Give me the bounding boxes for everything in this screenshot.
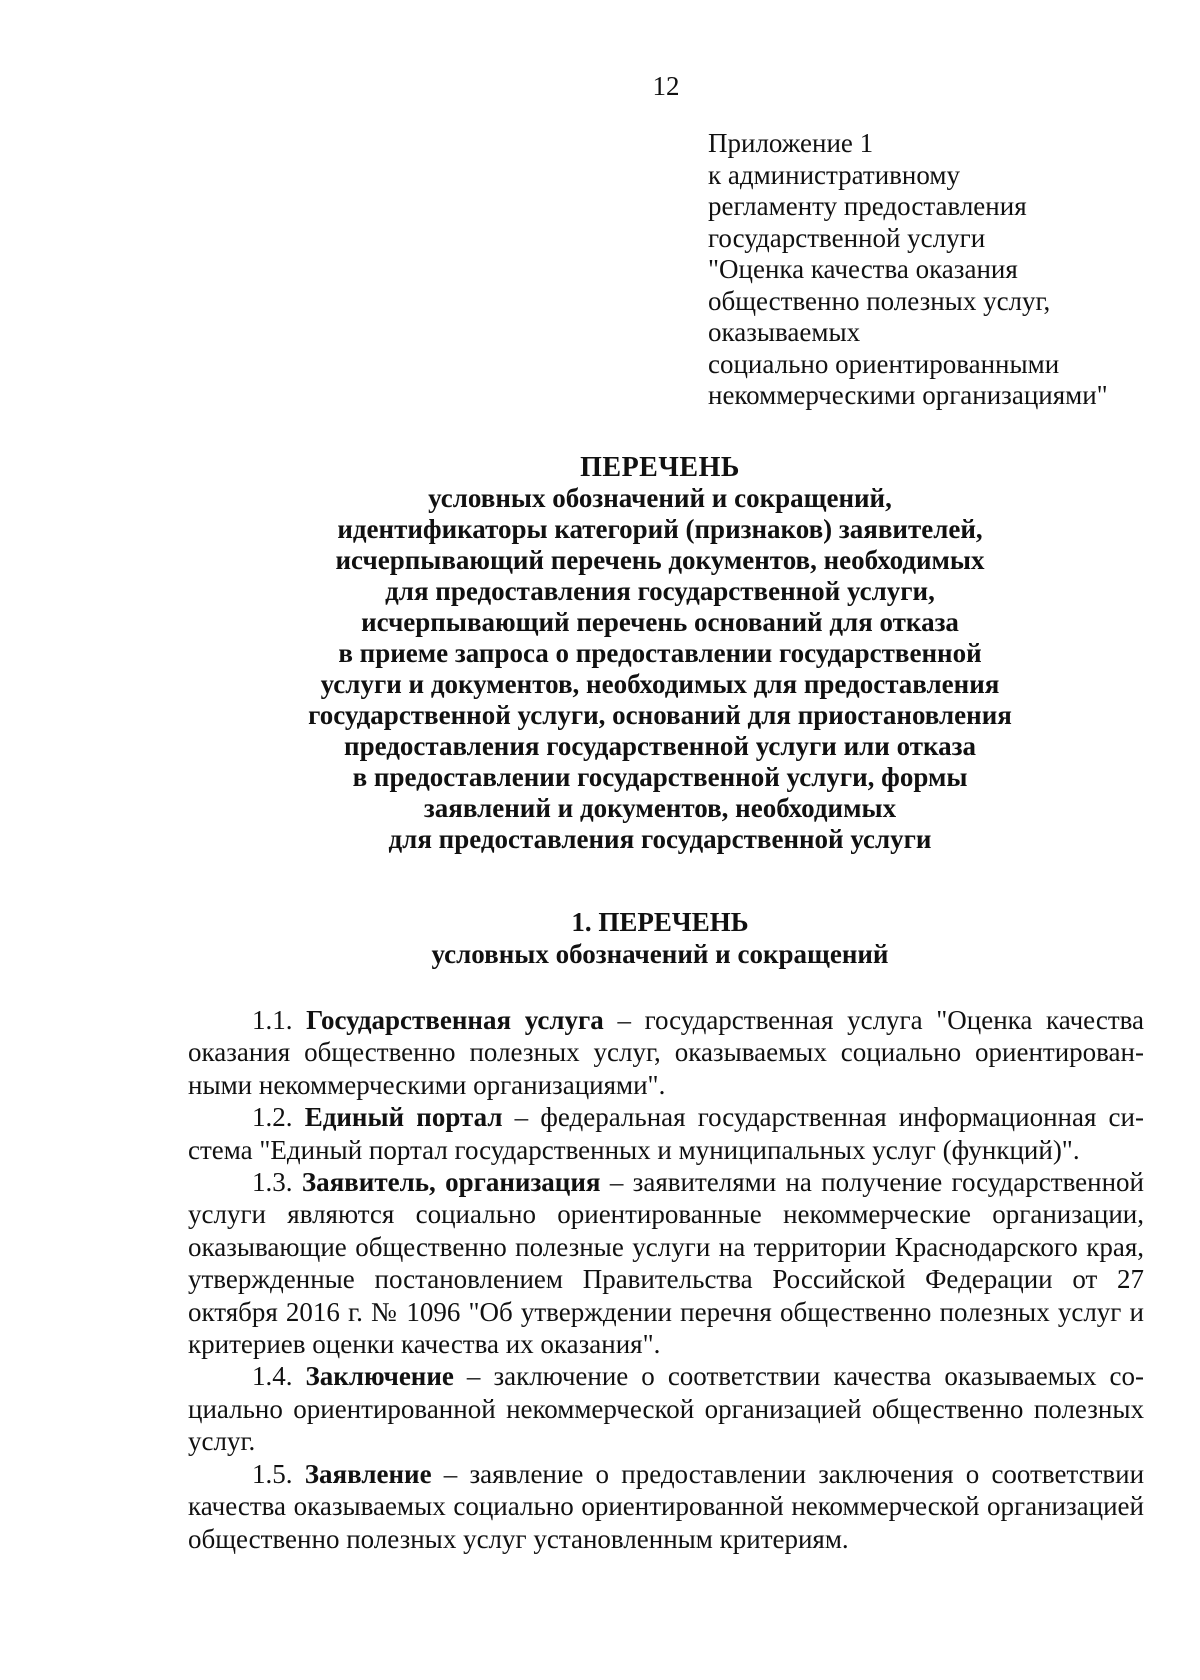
definition-item	[188, 1004, 1144, 1101]
item-text: – государственная услуга "Оценка качества оказания общественно полезных услуг, оказываемых социально ориентированными некоммерческими организациями".	[188, 1005, 1144, 1100]
main-title-heading: ПЕРЕЧЕНЬ	[580, 452, 740, 483]
item-number: 1.2.	[252, 1102, 293, 1133]
main-title-line: идентификаторы категорий (признаков) заявителей,	[337, 514, 983, 544]
main-title-line: исчерпывающий перечень документов, необходимых	[335, 545, 985, 575]
item-text: – заявителями на получение государственной услуги являются социально ориентированные некоммерческие организации, оказывающие общественно полезные услуги на территории Краснодарского края, утвержденные постановлением Правительства Российской Федерации от 27 октября 2016 г. № 1096 "Об утверждении перечня общественно полезных услуг и критериев оценки качества их оказания".	[188, 1167, 1144, 1360]
item-text: – заявление о предоставлении заключения о соответствии качества оказываемых социально ориентированной некоммерческой организацией общественно полезных услуг установленным критериям.	[188, 1458, 1145, 1554]
item-number: 1.5.	[252, 1458, 293, 1489]
definitions-list	[188, 1004, 1144, 1555]
main-title-line: для предоставления государственной услуги	[388, 824, 932, 854]
definition-item	[188, 1101, 1144, 1166]
item-term: Заявитель, организация	[301, 1167, 601, 1198]
page-number: 12	[652, 71, 680, 101]
appendix-line: общественно полезных услуг,	[708, 285, 1051, 316]
item-number: 1.4.	[252, 1361, 293, 1392]
definition-item	[188, 1166, 1144, 1360]
appendix-line: "Оценка качества оказания	[708, 254, 1018, 284]
main-title-line: предоставления государственной услуги или отказа	[344, 731, 976, 761]
main-title	[180, 452, 1140, 855]
main-title-line: исчерпывающий перечень оснований для отказа	[361, 607, 959, 637]
main-title-line: в приеме запроса о предоставлении государственной	[338, 638, 982, 668]
item-term: Государственная услуга	[306, 1005, 604, 1035]
item-term: Заявление	[304, 1458, 432, 1489]
item-text: – заключение о соответствии качества оказываемых социально ориентированной некоммерческой организацией общественно полезных услуг.	[188, 1361, 1145, 1457]
appendix-line: оказываемых	[708, 317, 861, 347]
item-term: Единый портал	[304, 1102, 503, 1133]
appendix-line: социально ориентированными	[708, 348, 1060, 379]
appendix-line: Приложение 1	[708, 128, 874, 158]
appendix-line: некоммерческими организациями"	[708, 380, 1108, 410]
appendix-line: государственной услуги	[708, 222, 986, 253]
main-title-line: в предоставлении государственной услуги, формы	[352, 762, 968, 792]
appendix-line: к административному	[708, 159, 960, 190]
main-title-line: условных обозначений и сокращений,	[428, 483, 892, 513]
item-term: Заключение	[305, 1361, 454, 1392]
section-heading: 1. ПЕРЕЧЕНЬ	[571, 907, 749, 937]
item-text: – федеральная государственная информационная система "Единый портал государственных и муниципальных услуг (функций)".	[188, 1102, 1144, 1165]
section-subheading: условных обозначений и сокращений	[431, 939, 889, 969]
item-number: 1.3.	[252, 1167, 293, 1198]
main-title-line: заявлений и документов, необходимых	[423, 793, 897, 823]
appendix-line: регламенту предоставления	[708, 191, 1027, 221]
definition-item	[188, 1360, 1144, 1457]
main-title-line: услуги и документов, необходимых для предоставления	[320, 669, 1000, 699]
item-number: 1.1.	[252, 1005, 293, 1035]
definition-item	[188, 1458, 1144, 1555]
main-title-line: для предоставления государственной услуги,	[385, 576, 935, 606]
main-title-line: государственной услуги, оснований для приостановления	[308, 700, 1012, 730]
section-title	[180, 906, 1140, 970]
appendix-block	[708, 128, 1168, 412]
